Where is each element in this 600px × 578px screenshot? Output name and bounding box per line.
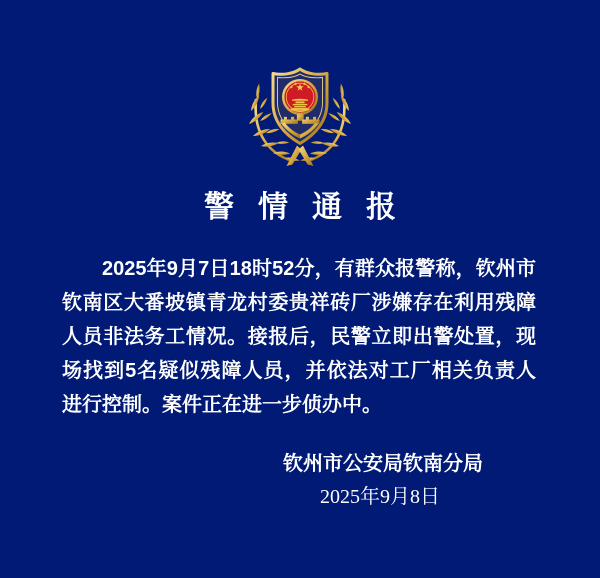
- bulletin-body: [62, 252, 536, 422]
- national-emblem: [283, 80, 317, 114]
- ribbon-knot: [287, 146, 314, 167]
- body-line-1: 2025年9月7日18时52分，有群众报警称，钦州市: [102, 258, 536, 280]
- body-line-5: 进行控制。案件正在进一步侦办中。: [62, 394, 382, 416]
- tiananmen-gate: [292, 99, 308, 110]
- body-line-2: 钦南区大番坡镇青龙村委贵祥砖厂涉嫌存在利用残障: [62, 292, 536, 314]
- bulletin-title: 警情通报: [204, 191, 420, 224]
- issuing-authority: 钦州市公安局钦南分局: [283, 453, 483, 475]
- police-badge-icon: [240, 57, 360, 177]
- body-line-3: 人员非法务工情况。接报后，民警立即出警处置，现: [62, 326, 536, 348]
- body-line-4: 场找到5名疑似残障人员，并依法对工厂相关负责人: [62, 360, 536, 382]
- issue-date: 2025年9月8日: [320, 486, 440, 508]
